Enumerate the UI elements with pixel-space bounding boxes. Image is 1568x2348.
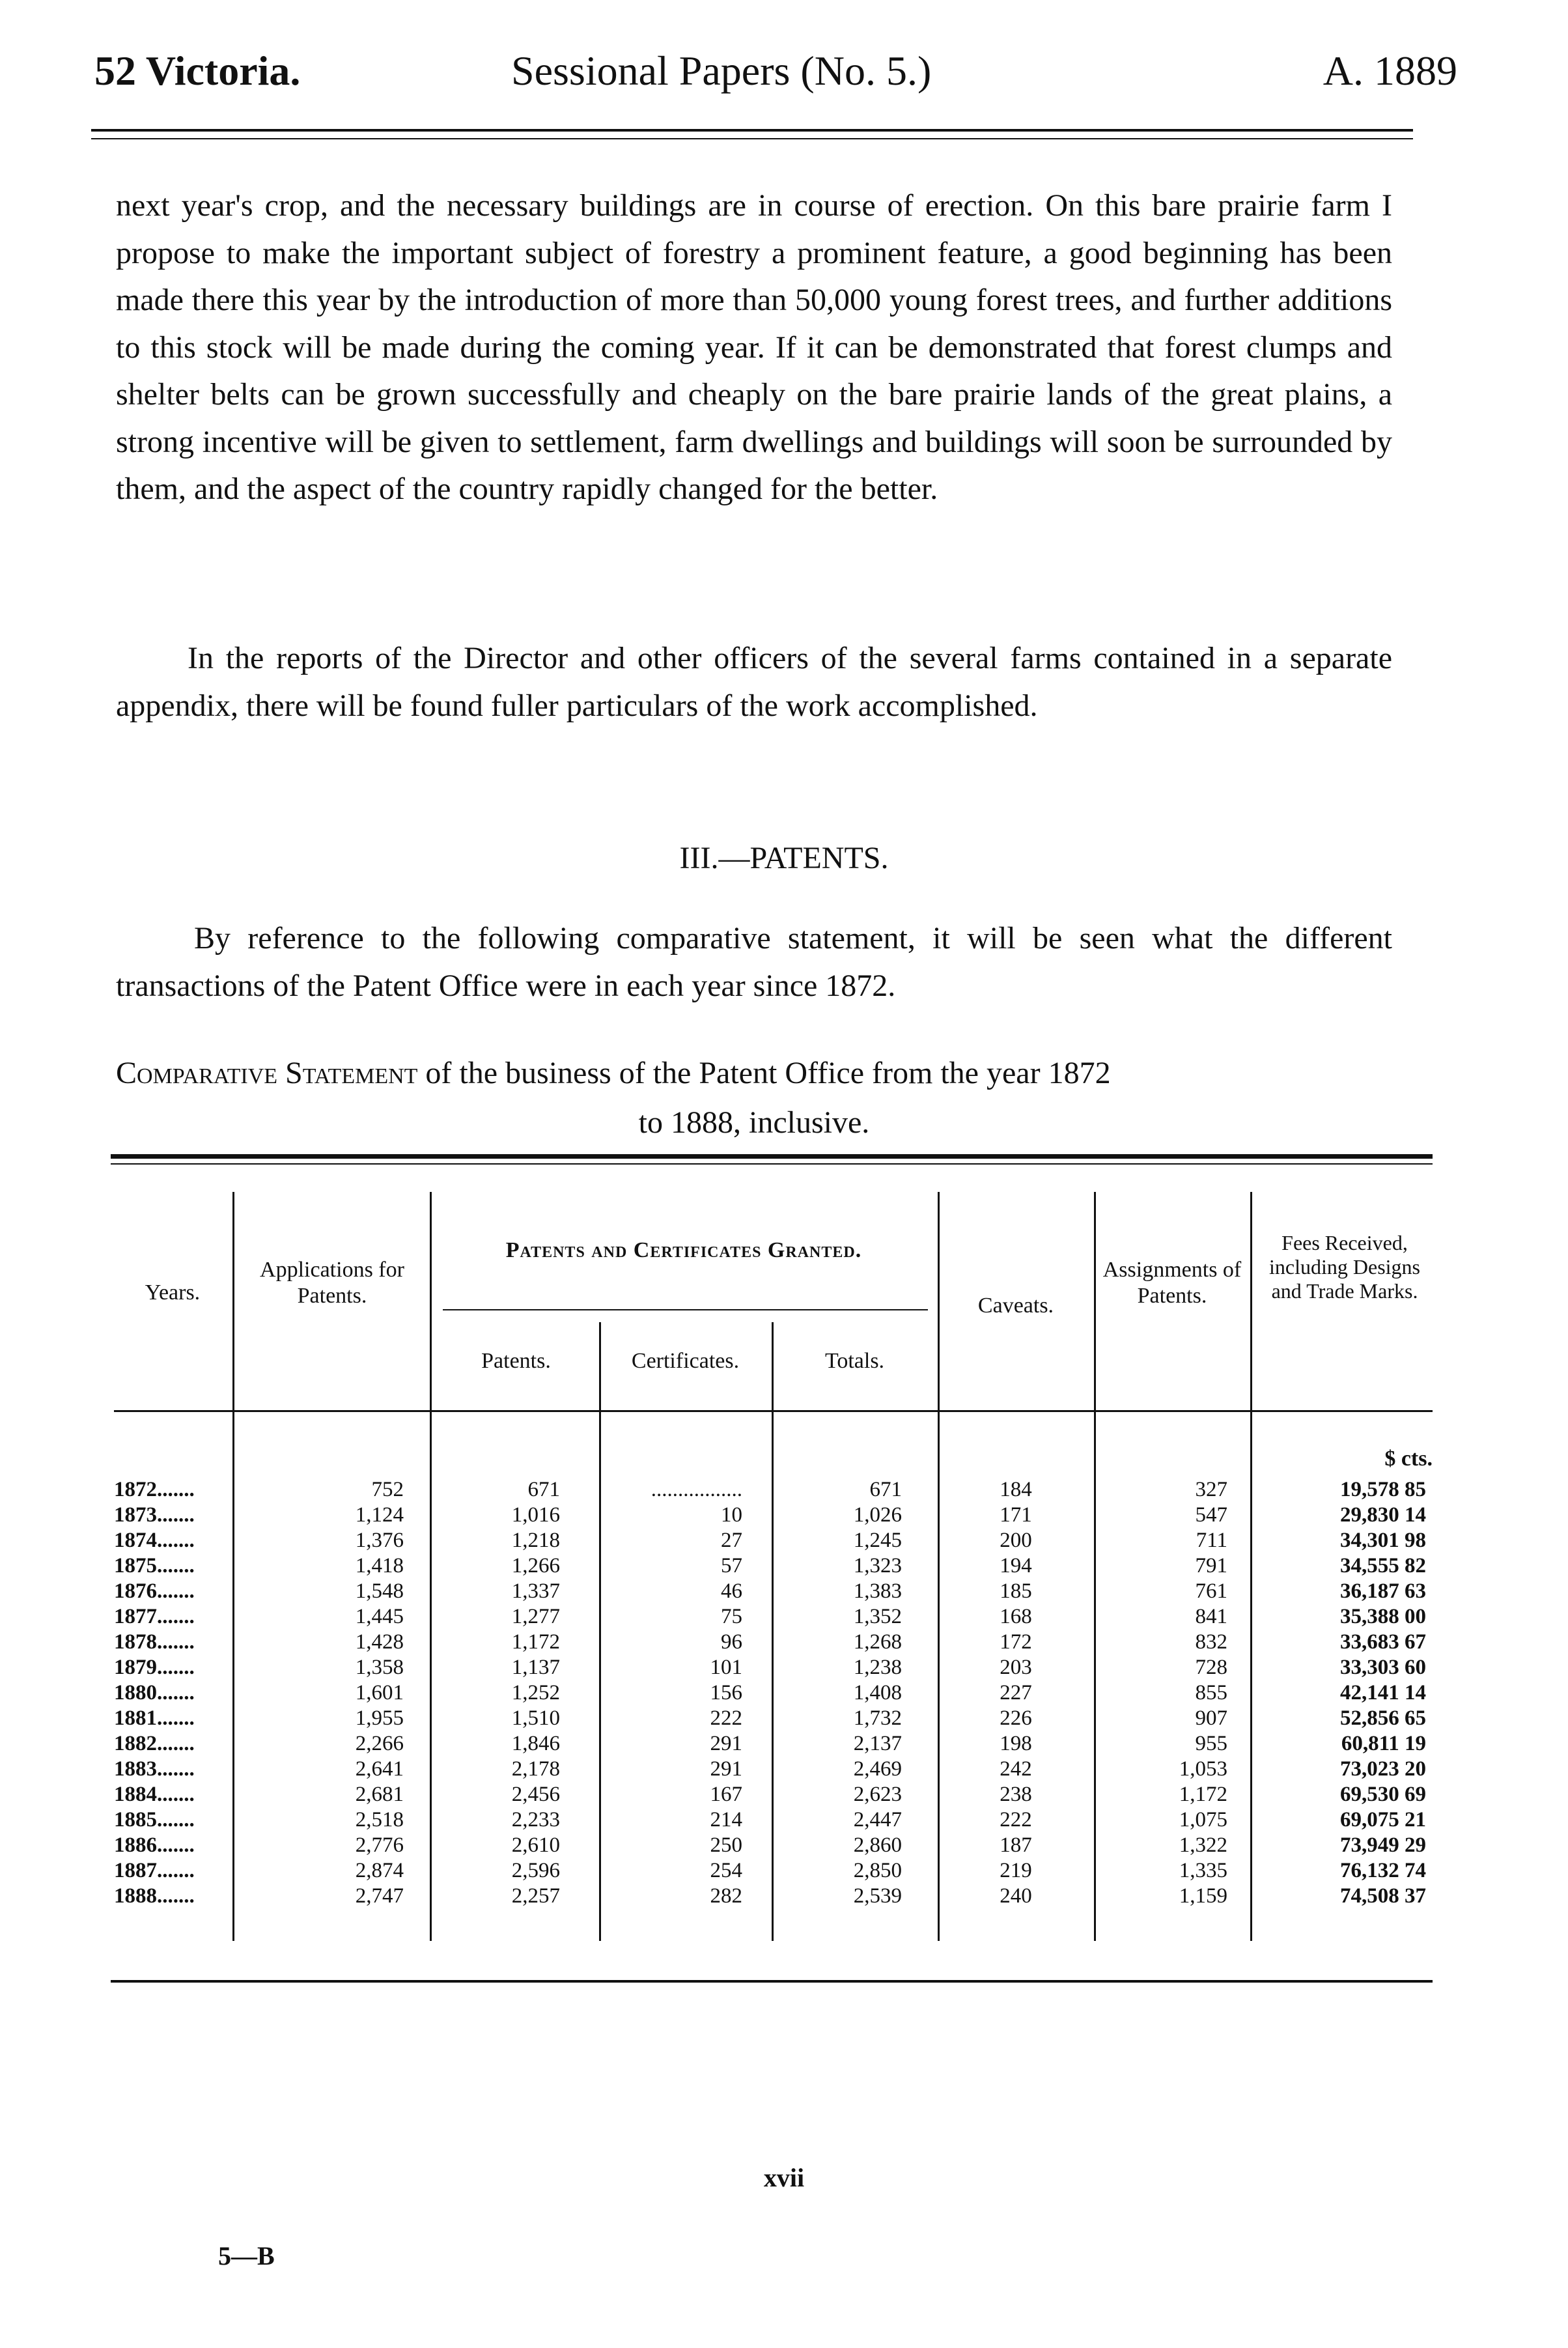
cell-totals: 1,245 bbox=[853, 1529, 902, 1552]
header-granted-group: Patents and Certificates Granted. bbox=[505, 1238, 862, 1262]
cell-caveats: 222 bbox=[1000, 1808, 1032, 1832]
cell-applications: 1,548 bbox=[355, 1579, 404, 1603]
cell-patents: 2,257 bbox=[511, 1884, 560, 1908]
col-rule-7 bbox=[1250, 1192, 1252, 1941]
cell-totals: 2,447 bbox=[853, 1808, 902, 1832]
cell-assignments: 1,053 bbox=[1179, 1757, 1227, 1781]
cell-fees: 73,023 20 bbox=[1340, 1757, 1426, 1781]
cell-totals: 1,352 bbox=[853, 1605, 902, 1628]
cell-caveats: 198 bbox=[1000, 1732, 1032, 1755]
cell-caveats: 194 bbox=[1000, 1554, 1032, 1577]
cell-patents: 1,266 bbox=[511, 1554, 560, 1577]
cell-totals: 2,539 bbox=[853, 1884, 902, 1908]
cell-totals: 2,860 bbox=[853, 1833, 902, 1857]
cell-applications: 1,601 bbox=[355, 1681, 404, 1704]
cell-caveats: 240 bbox=[1000, 1884, 1032, 1908]
cell-year: 1872....... bbox=[114, 1478, 195, 1501]
cell-year: 1877....... bbox=[114, 1605, 195, 1628]
cell-fees: 34,301 98 bbox=[1340, 1529, 1426, 1552]
cell-certificates: 222 bbox=[710, 1706, 742, 1730]
paragraph-forestry: next year's crop, and the necessary buildings are in course of erection. On this bare prairie farm I propose to make the important subject of forestry a prominent feature, a good beginning has been made there this year by the introduction of more than 50,000 young forest trees, and further additions to this stock will be made during the coming year. If it can be demonstrated that forest clumps and shelter belts can be grown successfully and cheaply on the bare prairie lands of the great plains, a strong incentive will be given to settlement, farm dwellings and buildings will soon be surrounded by them, and the aspect of the country rapidly changed for the better. bbox=[116, 188, 1392, 506]
cell-caveats: 171 bbox=[1000, 1503, 1032, 1527]
cell-caveats: 168 bbox=[1000, 1605, 1032, 1628]
cell-year: 1884....... bbox=[114, 1783, 195, 1806]
cell-patents: 2,610 bbox=[511, 1833, 560, 1857]
cell-year: 1885....... bbox=[114, 1808, 195, 1832]
col-rule-1 bbox=[232, 1192, 234, 1941]
cell-assignments: 1,322 bbox=[1179, 1833, 1227, 1857]
cell-fees: 73,949 29 bbox=[1340, 1833, 1426, 1857]
cell-applications: 2,681 bbox=[355, 1783, 404, 1806]
cell-certificates: 57 bbox=[721, 1554, 742, 1577]
cell-fees: 69,530 69 bbox=[1340, 1783, 1426, 1806]
cell-fees: 33,303 60 bbox=[1340, 1656, 1426, 1679]
cell-caveats: 200 bbox=[1000, 1529, 1032, 1552]
caption-line2: to 1888, inclusive. bbox=[638, 1105, 870, 1140]
col-rule-5 bbox=[938, 1192, 940, 1941]
cell-totals: 1,408 bbox=[853, 1681, 902, 1704]
cell-patents: 1,218 bbox=[511, 1529, 560, 1552]
header-fees: Fees Received, including Designs and Trade Marks. bbox=[1269, 1231, 1420, 1303]
cell-assignments: 728 bbox=[1195, 1656, 1227, 1679]
cell-totals: 1,732 bbox=[853, 1706, 902, 1730]
cell-fees: 35,388 00 bbox=[1340, 1605, 1426, 1628]
cell-fees: 42,141 14 bbox=[1340, 1681, 1426, 1704]
cell-certificates: 254 bbox=[710, 1859, 742, 1882]
cell-certificates: 214 bbox=[710, 1808, 742, 1832]
cell-certificates: 101 bbox=[710, 1656, 742, 1679]
cell-totals: 1,238 bbox=[853, 1656, 902, 1679]
cell-patents: 1,510 bbox=[511, 1706, 560, 1730]
cell-totals: 1,323 bbox=[853, 1554, 902, 1577]
cell-applications: 2,874 bbox=[355, 1859, 404, 1882]
cell-assignments: 855 bbox=[1195, 1681, 1227, 1704]
header-certificates: Certificates. bbox=[631, 1349, 740, 1373]
cell-patents: 2,596 bbox=[511, 1859, 560, 1882]
cell-totals: 1,383 bbox=[853, 1579, 902, 1603]
cell-totals: 671 bbox=[869, 1478, 902, 1501]
header-applications: Applications for Patents. bbox=[260, 1258, 404, 1308]
cell-certificates: 46 bbox=[721, 1579, 742, 1603]
cell-applications: 1,376 bbox=[355, 1529, 404, 1552]
page-number: xvii bbox=[763, 2163, 805, 2192]
header-series: Sessional Papers (No. 5.) bbox=[511, 48, 932, 94]
cell-patents: 1,277 bbox=[511, 1605, 560, 1628]
cell-totals: 2,623 bbox=[853, 1783, 902, 1806]
cell-year: 1878....... bbox=[114, 1630, 195, 1654]
paragraph-reports: In the reports of the Director and other officers of the several farms contained in a separate appendix, there will be found fuller particulars of the work accomplished. bbox=[116, 641, 1392, 723]
cell-year: 1882....... bbox=[114, 1732, 195, 1755]
cell-certificates: 250 bbox=[710, 1833, 742, 1857]
cell-caveats: 185 bbox=[1000, 1579, 1032, 1603]
header-bottom-rule bbox=[114, 1410, 1433, 1412]
cell-certificates: 291 bbox=[710, 1732, 742, 1755]
col-rule-6 bbox=[1094, 1192, 1096, 1941]
cell-caveats: 184 bbox=[1000, 1478, 1032, 1501]
cell-fees: 19,578 85 bbox=[1340, 1478, 1426, 1501]
cell-patents: 1,252 bbox=[511, 1681, 560, 1704]
cell-fees: 69,075 21 bbox=[1340, 1808, 1426, 1832]
header-patents: Patents. bbox=[481, 1349, 551, 1373]
cell-applications: 2,518 bbox=[355, 1808, 404, 1832]
cell-fees: 76,132 74 bbox=[1340, 1859, 1426, 1882]
table-caption bbox=[116, 1049, 1418, 1148]
cell-certificates: 291 bbox=[710, 1757, 742, 1781]
column-assignments bbox=[1107, 1477, 1227, 1909]
caption-smallcaps: Comparative Statement bbox=[116, 1056, 418, 1090]
cell-year: 1883....... bbox=[114, 1757, 195, 1781]
column-caveats bbox=[957, 1477, 1074, 1909]
cell-assignments: 1,172 bbox=[1179, 1783, 1227, 1806]
col-rule-2 bbox=[430, 1192, 432, 1941]
cell-caveats: 219 bbox=[1000, 1859, 1032, 1882]
column-years bbox=[114, 1477, 231, 1909]
table-bottom-rule bbox=[111, 1980, 1433, 1983]
running-header bbox=[94, 47, 1457, 99]
col-rule-4 bbox=[772, 1322, 774, 1941]
table-top-rule-thin bbox=[111, 1163, 1433, 1165]
cell-assignments: 791 bbox=[1195, 1554, 1227, 1577]
cell-caveats: 226 bbox=[1000, 1706, 1032, 1730]
column-applications bbox=[287, 1477, 404, 1909]
cell-certificates: 156 bbox=[710, 1681, 742, 1704]
column-patents bbox=[456, 1477, 560, 1909]
cell-caveats: 227 bbox=[1000, 1681, 1032, 1704]
cell-applications: 752 bbox=[371, 1478, 404, 1501]
cell-applications: 1,124 bbox=[355, 1503, 404, 1527]
column-certificates bbox=[606, 1477, 742, 1909]
cell-caveats: 242 bbox=[1000, 1757, 1032, 1781]
column-totals bbox=[788, 1477, 902, 1909]
cell-applications: 1,358 bbox=[355, 1656, 404, 1679]
cell-patents: 1,337 bbox=[511, 1579, 560, 1603]
cell-caveats: 203 bbox=[1000, 1656, 1032, 1679]
cell-assignments: 1,335 bbox=[1179, 1859, 1227, 1882]
cell-assignments: 841 bbox=[1195, 1605, 1227, 1628]
cell-applications: 1,955 bbox=[355, 1706, 404, 1730]
header-dollars-unit: $ cts. bbox=[1384, 1447, 1433, 1471]
header-years: Years. bbox=[145, 1280, 201, 1305]
cell-year: 1875....... bbox=[114, 1554, 195, 1577]
cell-assignments: 327 bbox=[1195, 1478, 1227, 1501]
cell-certificates: 10 bbox=[721, 1503, 742, 1527]
header-volume: 52 Victoria. bbox=[94, 48, 301, 94]
paragraph-patents-intro: By reference to the following comparative statement, it will be seen what the different transactions of the Patent Office were in each year since 1872. bbox=[116, 921, 1392, 1003]
cell-fees: 29,830 14 bbox=[1340, 1503, 1426, 1527]
cell-patents: 1,137 bbox=[511, 1656, 560, 1679]
cell-patents: 1,172 bbox=[511, 1630, 560, 1654]
cell-assignments: 547 bbox=[1195, 1503, 1227, 1527]
cell-fees: 74,508 37 bbox=[1340, 1884, 1426, 1908]
cell-caveats: 238 bbox=[1000, 1783, 1032, 1806]
cell-totals: 2,469 bbox=[853, 1757, 902, 1781]
table-top-rule-thick bbox=[111, 1154, 1433, 1159]
cell-certificates: 75 bbox=[721, 1605, 742, 1628]
header-rule bbox=[91, 129, 1413, 139]
column-fees bbox=[1260, 1477, 1426, 1909]
cell-applications: 2,266 bbox=[355, 1732, 404, 1755]
cell-assignments: 907 bbox=[1195, 1706, 1227, 1730]
cell-certificates: 282 bbox=[710, 1884, 742, 1908]
cell-year: 1880....... bbox=[114, 1681, 195, 1704]
cell-applications: 1,445 bbox=[355, 1605, 404, 1628]
cell-fees: 60,811 19 bbox=[1341, 1732, 1426, 1755]
header-year: A. 1889 bbox=[1323, 48, 1457, 94]
cell-certificates: 27 bbox=[721, 1529, 742, 1552]
col-rule-3 bbox=[599, 1322, 601, 1941]
cell-patents: 1,016 bbox=[511, 1503, 560, 1527]
cell-certificates: 96 bbox=[721, 1630, 742, 1654]
cell-year: 1873....... bbox=[114, 1503, 195, 1527]
caption-rest: of the business of the Patent Office from the year 1872 bbox=[417, 1056, 1111, 1090]
header-assignments: Assignments of Patents. bbox=[1102, 1258, 1242, 1308]
cell-assignments: 1,075 bbox=[1179, 1808, 1227, 1832]
cell-totals: 2,137 bbox=[853, 1732, 902, 1755]
cell-applications: 1,428 bbox=[355, 1630, 404, 1654]
cell-assignments: 955 bbox=[1195, 1732, 1227, 1755]
cell-patents: 1,846 bbox=[511, 1732, 560, 1755]
cell-applications: 2,747 bbox=[355, 1884, 404, 1908]
cell-fees: 34,555 82 bbox=[1340, 1554, 1426, 1577]
section-heading-patents: III.—PATENTS. bbox=[679, 841, 889, 875]
cell-totals: 1,026 bbox=[853, 1503, 902, 1527]
cell-fees: 36,187 63 bbox=[1340, 1579, 1426, 1603]
header-caveats: Caveats. bbox=[977, 1294, 1054, 1318]
cell-assignments: 832 bbox=[1195, 1630, 1227, 1654]
cell-fees: 52,856 65 bbox=[1340, 1706, 1426, 1730]
cell-applications: 1,418 bbox=[355, 1554, 404, 1577]
cell-patents: 2,233 bbox=[511, 1808, 560, 1832]
printer-signature: 5—B bbox=[218, 2241, 275, 2270]
cell-year: 1876....... bbox=[114, 1579, 195, 1603]
cell-caveats: 187 bbox=[1000, 1833, 1032, 1857]
cell-year: 1879....... bbox=[114, 1656, 195, 1679]
cell-totals: 1,268 bbox=[853, 1630, 902, 1654]
cell-year: 1887....... bbox=[114, 1859, 195, 1882]
cell-patents: 2,456 bbox=[511, 1783, 560, 1806]
cell-totals: 2,850 bbox=[853, 1859, 902, 1882]
cell-year: 1874....... bbox=[114, 1529, 195, 1552]
cell-year: 1886....... bbox=[114, 1833, 195, 1857]
cell-year: 1881....... bbox=[114, 1706, 195, 1730]
header-totals: Totals. bbox=[824, 1349, 885, 1373]
cell-patents: 671 bbox=[527, 1478, 560, 1501]
cell-certificates: 167 bbox=[710, 1783, 742, 1806]
cell-assignments: 711 bbox=[1196, 1529, 1227, 1552]
cell-certificates: ................. bbox=[651, 1478, 742, 1501]
cell-patents: 2,178 bbox=[511, 1757, 560, 1781]
cell-applications: 2,641 bbox=[355, 1757, 404, 1781]
cell-applications: 2,776 bbox=[355, 1833, 404, 1857]
cell-caveats: 172 bbox=[1000, 1630, 1032, 1654]
group-underline bbox=[443, 1309, 928, 1310]
cell-assignments: 761 bbox=[1195, 1579, 1227, 1603]
cell-assignments: 1,159 bbox=[1179, 1884, 1227, 1908]
cell-year: 1888....... bbox=[114, 1884, 195, 1908]
cell-fees: 33,683 67 bbox=[1340, 1630, 1426, 1654]
